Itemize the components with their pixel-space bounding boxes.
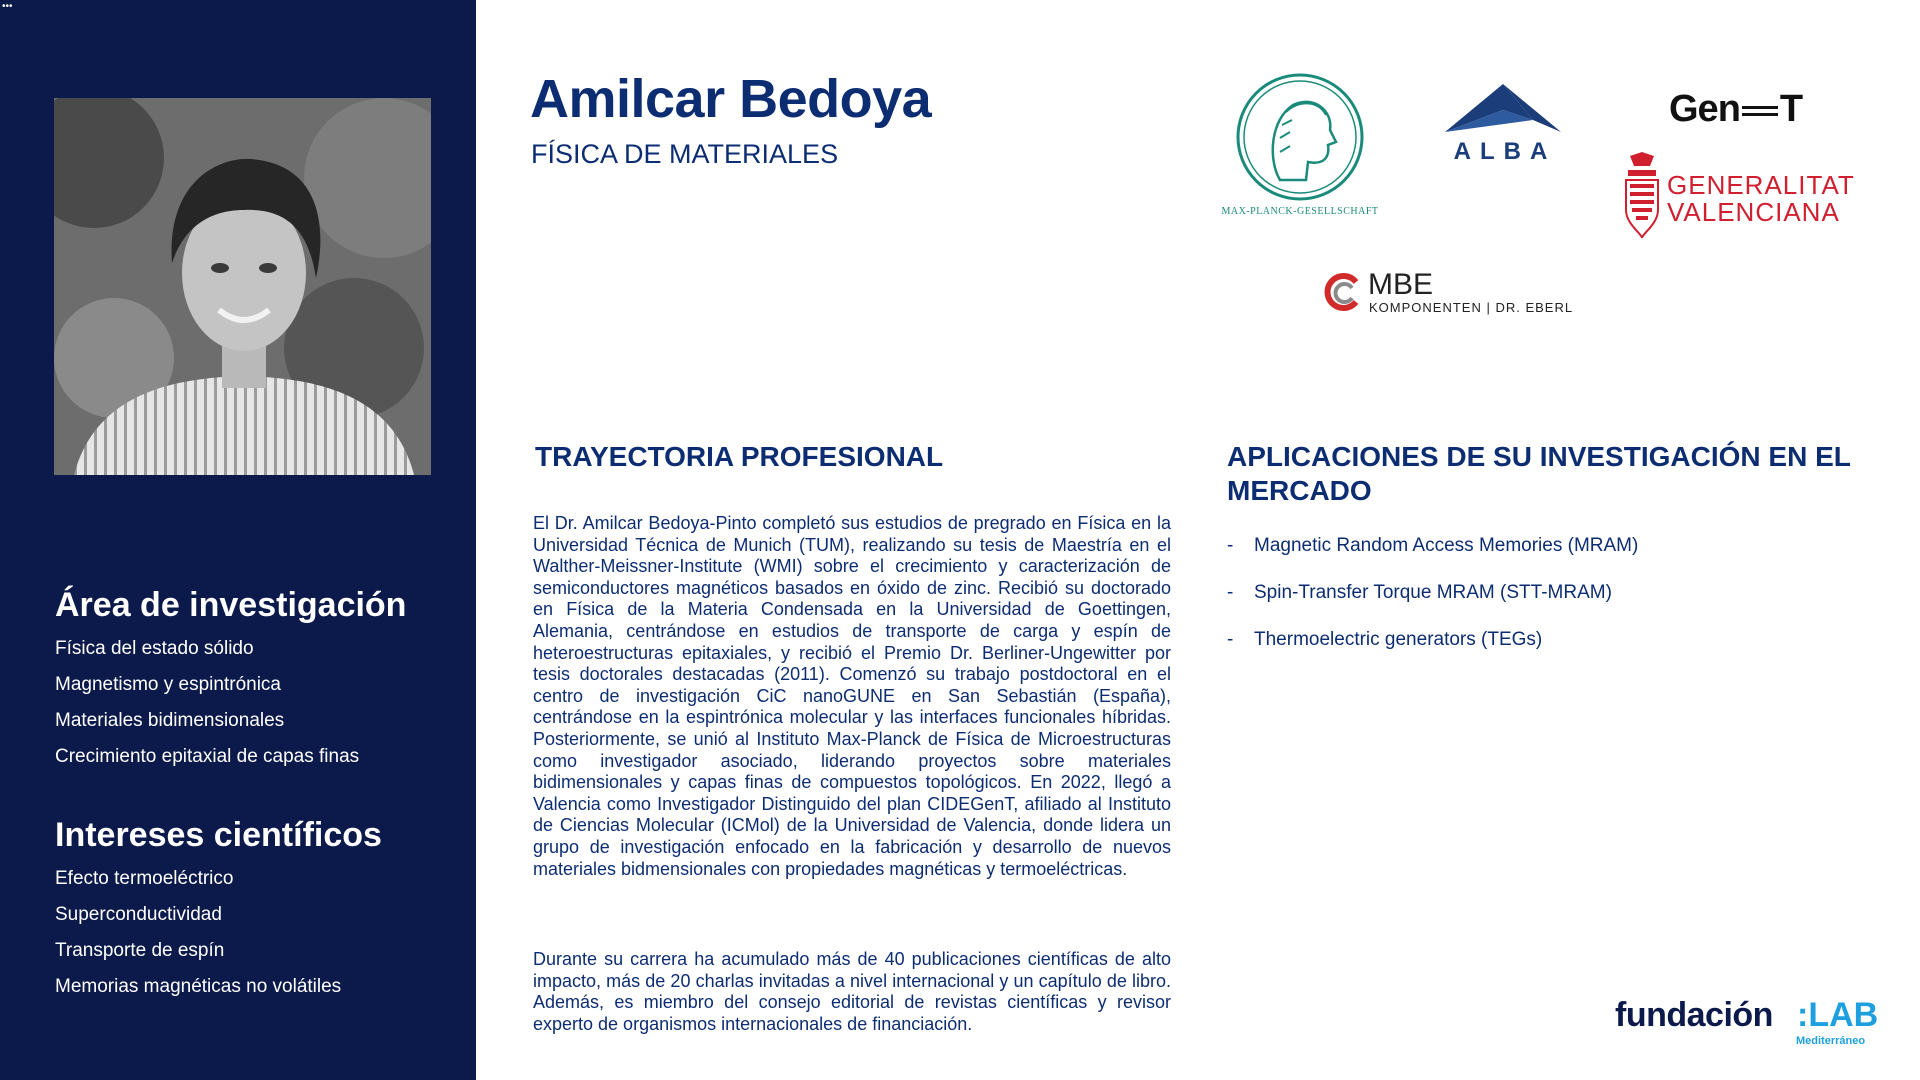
max-planck-logo	[1208, 70, 1392, 220]
gv-line2: VALENCIANA	[1667, 197, 1840, 227]
list-item: Superconductividad	[55, 904, 222, 925]
mbe-subtitle: KOMPONENTEN | DR. EBERL	[1369, 300, 1574, 315]
generalitat-valenciana-logo	[1620, 152, 1855, 242]
list-item: Transporte de espín	[55, 940, 225, 961]
applications-section-title: APLICACIONES DE SU INVESTIGACIÓN EN EL MERCADO	[1227, 441, 1851, 506]
list-dash: -	[1227, 582, 1234, 603]
person-field: FÍSICA DE MATERIALES	[531, 139, 839, 169]
list-item: Magnetismo y espintrónica	[55, 674, 281, 695]
list-item	[1227, 627, 1638, 674]
list-item: Física del estado sólido	[55, 638, 254, 659]
mbe-komponenten-logo	[1322, 270, 1612, 320]
list-item: Crecimiento epitaxial de capas finas	[55, 746, 360, 767]
person-name: Amilcar Bedoya	[530, 69, 932, 129]
list-item: Efecto termoeléctrico	[55, 868, 234, 889]
fundacion-lab-logo	[1615, 996, 1885, 1051]
gent-right: T	[1779, 88, 1803, 130]
gent-logo	[1669, 88, 1819, 138]
career-paragraph-2: Durante su carrera ha acumulado más de 40 publicaciones científicas de alto impacto, más de 20 charlas invitadas a nivel internacional y un capítulo de libro. Además, es miembro del consejo editorial de revistas científicas y revisor experto de organismos internacionales de financiación.	[533, 949, 1171, 1034]
sidebar	[0, 0, 476, 1080]
generalitat-valenciana-wordmark	[1667, 172, 1855, 226]
fundacion-subtitle: Mediterráneo	[1796, 1035, 1866, 1047]
list-item	[1227, 533, 1638, 580]
list-item	[1227, 580, 1638, 627]
gent-left: Gen	[1669, 88, 1740, 130]
alba-logo	[1425, 80, 1585, 170]
gent-dash-icon	[1742, 106, 1778, 116]
application-label: Thermoelectric generators (TEGs)	[1254, 629, 1543, 650]
application-label: Spin-Transfer Torque MRAM (STT-MRAM)	[1254, 582, 1612, 603]
list-dash: -	[1227, 535, 1234, 556]
application-label: Magnetic Random Access Memories (MRAM)	[1254, 535, 1639, 556]
research-area-title: Área de investigación	[55, 586, 407, 624]
gv-line1: GENERALITAT	[1667, 170, 1855, 200]
max-planck-caption: MAX-PLANCK-GESELLSCHAFT	[1221, 206, 1379, 217]
fundacion-lab-wordmark: :LAB	[1797, 996, 1879, 1034]
alba-wordmark: ALBA	[1453, 138, 1557, 165]
profile-photo	[54, 98, 431, 475]
career-paragraph-1: El Dr. Amilcar Bedoya-Pinto completó sus estudios de pregrado en Física en la Universidad Técnica de Munich (TUM), realizando su tesis de Maestría en el Walther-Meissner-Institute (WMI) sobre el crecimiento y caracterización de semiconductores magnéticos basados en óxido de zinc. Recibió su doctorado en Física de la Materia Condensada en la Universidad de Goettingen, Alemania, centrándose en estudios de transporte de carga y espín de heteroestructuras epitaxiales, y recibió el Premio Dr. Berliner-Ungewitter por tesis doctorales destacadas (2011). Comenzó su trabajo postdoctoral en el centro de investigación CiC nanoGUNE en San Sebastián (España), centrándose en la espintrónica molecular y las interfaces funcionales híbridas. Posteriormente, se unió al Instituto Max-Planck de Física de Microestructuras como investigador asociado, liderando proyectos sobre materiales bidimensionales y capas finas de compuestos topológicos. En 2022, llegó a Valencia como Investigador Distinguido del plan CIDEGenT, afiliado al Instituto de Ciencias Molecular (ICMol) de la Universidad de Valencia, donde lidera un grupo de investigación enfocado en la fabricación y desarrollo de nuevos materiales bidmensionales con propiedades magnéticas y termoeléctricas.	[533, 513, 1171, 879]
list-item: Materiales bidimensionales	[55, 710, 285, 731]
list-dash: -	[1227, 629, 1234, 650]
fundacion-wordmark: fundación	[1615, 996, 1773, 1034]
mbe-wordmark: MBE	[1368, 268, 1434, 301]
scientific-interests-title: Intereses científicos	[55, 816, 382, 854]
list-item: Memorias magnéticas no volátiles	[55, 976, 342, 997]
scientific-interests-list	[55, 867, 341, 1011]
research-area-list	[55, 637, 359, 781]
applications-list	[1227, 533, 1638, 674]
corner-mark: •••	[2, 1, 13, 12]
career-section-title: TRAYECTORIA PROFESIONAL	[535, 441, 944, 472]
